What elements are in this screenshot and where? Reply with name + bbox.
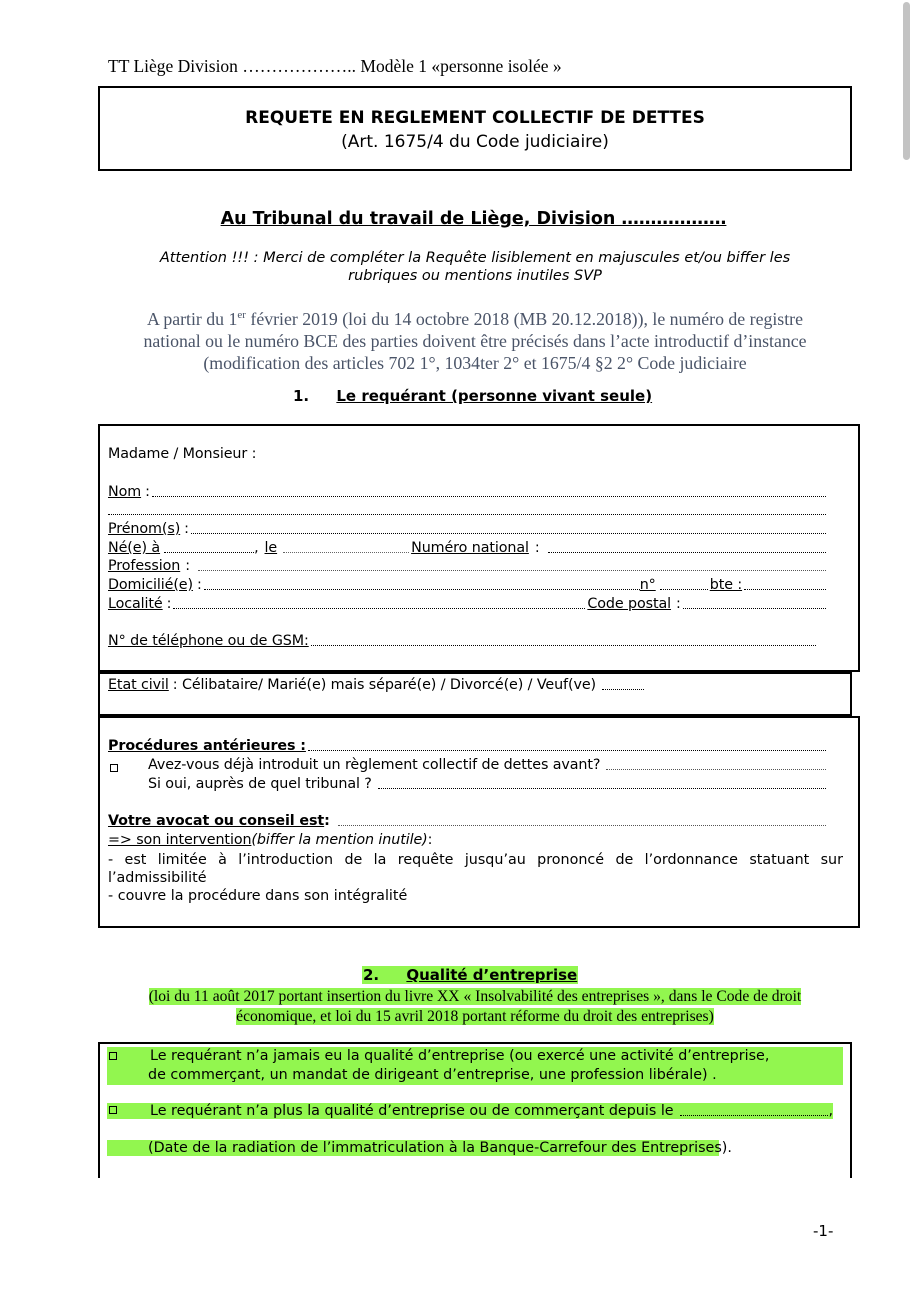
section-1-heading bbox=[293, 387, 652, 405]
birth-row: Né(e) à , le Numéro national : bbox=[108, 540, 826, 556]
civil-status-input-line[interactable] bbox=[602, 688, 644, 690]
lawyer-label: Votre avocat ou conseil est bbox=[108, 813, 325, 829]
postal-code-input-line[interactable] bbox=[683, 608, 826, 609]
lawyer-field[interactable]: Votre avocat ou conseil est : bbox=[108, 813, 826, 829]
civil-status-row bbox=[108, 677, 644, 693]
checkbox-icon[interactable] bbox=[110, 764, 118, 772]
notice-line-1: A partir du 1er février 2019 (loi du 14 octobre 2018 (MB 20.12.2018)), le numéro de registre bbox=[147, 308, 803, 329]
birthplace-input-line[interactable] bbox=[164, 551, 254, 553]
birthplace-label: Né(e) à bbox=[108, 540, 161, 556]
attention-line-1: Attention !!! : Merci de compléter la Requête lisiblement en majuscules et/ou biffer les bbox=[159, 250, 791, 266]
national-number-input-line[interactable] bbox=[548, 552, 826, 553]
section-1-number: 1. bbox=[293, 387, 310, 405]
prenoms-input-line[interactable] bbox=[191, 533, 826, 534]
civil-status-options[interactable]: : Célibataire/ Marié(e) mais séparé(e) / Divorcé(e) / Veuf(ve) bbox=[172, 677, 597, 693]
phone-label: N° de téléphone ou de GSM: bbox=[108, 633, 309, 649]
notice-line-3: (modification des articles 702 1°, 1034ter 2° et 1675/4 §2 2° Code judiciaire bbox=[203, 352, 747, 373]
nom-field[interactable]: Nom : bbox=[108, 484, 826, 500]
address-input-line[interactable] bbox=[204, 588, 640, 590]
nom-label: Nom bbox=[108, 484, 142, 500]
registry-notice bbox=[98, 304, 852, 374]
postal-code-label: Code postal bbox=[587, 596, 672, 612]
nom-continuation-line[interactable] bbox=[108, 514, 826, 515]
lawyer-input-line[interactable] bbox=[338, 825, 826, 826]
previous-rcd-question: Avez-vous déjà introduit un règlement collectif de dettes avant? bbox=[108, 757, 826, 773]
checkbox-icon[interactable] bbox=[109, 1106, 117, 1114]
intervention-hint: (biffer la mention inutile) bbox=[251, 832, 428, 848]
section-2-law-reference bbox=[98, 987, 852, 1026]
previous-court-input-line[interactable] bbox=[378, 788, 826, 789]
law-line-2: économique, et loi du 15 avril 2018 portant réforme du droit des entreprises) bbox=[236, 1007, 714, 1025]
locality-input-line[interactable] bbox=[173, 607, 585, 609]
address-label: Domicilié(e) bbox=[108, 577, 193, 593]
scrollbar-thumb[interactable] bbox=[903, 2, 910, 160]
profession-field[interactable]: Profession : bbox=[108, 558, 826, 574]
page-number: -1- bbox=[813, 1222, 834, 1240]
box-label: bte : bbox=[709, 577, 743, 593]
salutation: Madame / Monsieur : bbox=[108, 446, 257, 462]
phone-input-line[interactable] bbox=[311, 645, 816, 646]
section-2-number: 2. bbox=[363, 966, 380, 984]
profession-input-line[interactable] bbox=[198, 570, 826, 571]
document-subtitle: (Art. 1675/4 du Code judiciaire) bbox=[341, 132, 609, 152]
prenoms-field[interactable]: Prénom(s) : bbox=[108, 521, 826, 537]
section-2-title: Qualité d’entreprise bbox=[406, 966, 578, 984]
notice-line-2: national ou le numéro BCE des parties doivent être précisés dans l’acte introductif d’instance bbox=[143, 330, 807, 351]
attention-note bbox=[98, 249, 852, 285]
birthdate-input-line[interactable] bbox=[283, 551, 409, 553]
locality-row: Localité : Code postal : bbox=[108, 596, 826, 612]
enterprise-option-no-longer[interactable]: Le requérant n’a plus la qualité d’entreprise ou de commerçant depuis le , bbox=[107, 1103, 833, 1119]
house-number-label: n° bbox=[639, 577, 656, 593]
box-input-line[interactable] bbox=[744, 589, 826, 590]
previous-rcd-input-line[interactable] bbox=[606, 769, 826, 770]
previous-procedures-field[interactable] bbox=[108, 738, 826, 754]
court-heading: Au Tribunal du travail de Liège, Division ……………… bbox=[220, 209, 727, 229]
address-row: Domicilié(e) : n° bte : bbox=[108, 577, 826, 593]
civil-status-label: Etat civil bbox=[108, 677, 169, 693]
previous-procedures-label: Procédures antérieures : bbox=[108, 738, 306, 754]
locality-label: Localité bbox=[108, 596, 163, 612]
profession-label: Profession bbox=[108, 558, 181, 574]
document-title: REQUETE EN REGLEMENT COLLECTIF DE DETTES bbox=[245, 108, 705, 128]
previous-procedures-input-line[interactable] bbox=[308, 750, 826, 751]
title-box bbox=[98, 86, 852, 171]
nom-input-line[interactable] bbox=[152, 496, 826, 497]
intervention-label: => son intervention bbox=[108, 832, 252, 848]
nom-continuation[interactable] bbox=[108, 502, 826, 518]
phone-field[interactable] bbox=[108, 633, 816, 649]
intervention-option-limited[interactable]: - est limitée à l’introduction de la requête jusqu’au prononcé de l’ordonnance statuant sur l’admissibilité bbox=[108, 852, 843, 886]
law-line-1: (loi du 11 août 2017 portant insertion du livre XX « Insolvabilité des entreprises », dans le Code de droit bbox=[148, 988, 802, 1005]
intervention-option-full[interactable]: - couvre la procédure dans son intégralité bbox=[108, 888, 408, 904]
deregistration-date-input-line[interactable] bbox=[680, 1115, 829, 1116]
intervention-row: => son intervention (biffer la mention inutile) : bbox=[108, 832, 433, 848]
prenoms-label: Prénom(s) bbox=[108, 521, 181, 537]
house-number-input-line[interactable] bbox=[660, 588, 708, 590]
checkbox-icon[interactable] bbox=[109, 1052, 117, 1060]
deregistration-note: (Date de la radiation de l’immatriculation à la Banque-Carrefour des Entreprises). bbox=[107, 1140, 719, 1156]
national-number-label: Numéro national bbox=[411, 540, 529, 556]
section-2-heading bbox=[362, 966, 578, 984]
enterprise-option-never[interactable]: Le requérant n’a jamais eu la qualité d’entreprise (ou exercé une activité d’entreprise, de commerçant, un mandat de dirigeant d’entreprise, une profession libérale) . bbox=[107, 1047, 843, 1085]
header-line: TT Liège Division ……………….. Modèle 1 «personne isolée » bbox=[108, 56, 562, 76]
birthdate-label: le bbox=[264, 540, 278, 556]
previous-court-question: Si oui, auprès de quel tribunal ? bbox=[148, 776, 826, 792]
section-1-title: Le requérant (personne vivant seule) bbox=[336, 387, 653, 405]
attention-line-2: rubriques ou mentions inutiles SVP bbox=[348, 268, 602, 284]
